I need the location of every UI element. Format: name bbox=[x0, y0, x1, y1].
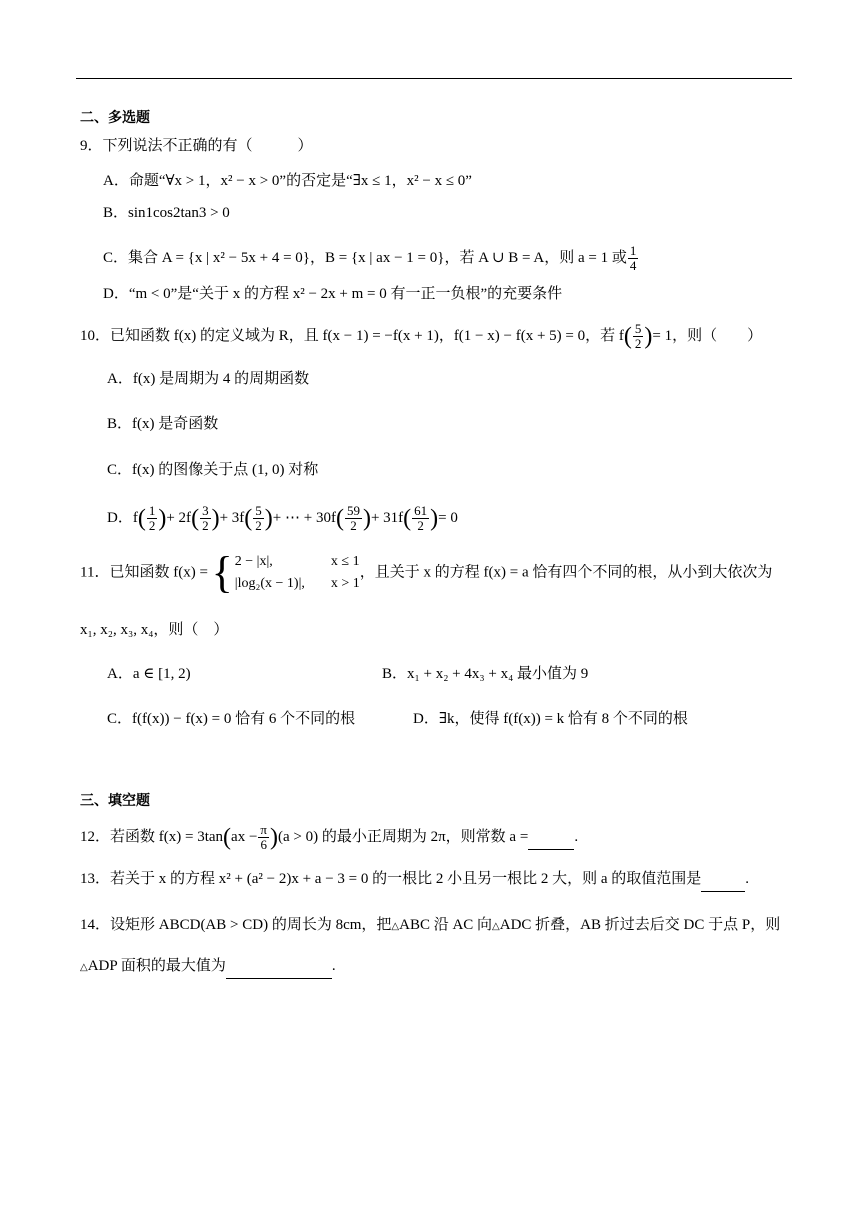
sum-term: + 31f( $\frac{61}{2}$ ) bbox=[370, 503, 439, 533]
fraction: $\frac{5}{2}$ bbox=[255, 503, 262, 533]
answer-blank[interactable] bbox=[701, 871, 745, 892]
case-2-expr: |log₂(x − 1)|, bbox=[234, 576, 305, 591]
q9-stem-text: 下列说法不正确的有（ ） bbox=[102, 138, 313, 154]
q10-option-b[interactable] bbox=[107, 414, 218, 434]
q13: 13．若关于 x 的方程 x² + (a² − 2)x + a − 3 = 0 的一根比 2 小且另一根比 2 大，则 a 的取值范围是 . bbox=[80, 869, 749, 892]
q11-number: 11． bbox=[80, 564, 110, 581]
option-label: A． bbox=[107, 666, 133, 682]
q14-cont: △ADP 面积的最大值为 . bbox=[80, 956, 336, 979]
q11-option-a[interactable] bbox=[107, 664, 191, 684]
fraction: $\frac{61}{2}$ bbox=[414, 503, 428, 533]
option-text: 集合 A = {x | x² − 5x + 4 = 0}，B = {x | ax − 1 = 0}，若 A ∪ B = A，则 a = 1 或 bbox=[128, 249, 627, 266]
term-coefficient: f bbox=[132, 509, 138, 526]
option-label: B． bbox=[107, 416, 133, 432]
option-label: D． bbox=[107, 509, 133, 526]
sum-term: f( $\frac{1}{2}$ ) bbox=[132, 503, 167, 533]
option-text: f(x) 是周期为 4 的周期函数 bbox=[132, 371, 310, 387]
sum-term: + ⋯ + 30f( $\frac{59}{2}$ ) bbox=[272, 503, 371, 533]
option-label: B． bbox=[103, 205, 129, 221]
q11-option-d[interactable] bbox=[413, 709, 688, 729]
q9-stem bbox=[80, 136, 313, 156]
option-text: f(x) 是奇函数 bbox=[132, 416, 219, 432]
piecewise-function bbox=[211, 548, 360, 597]
case-1-condition: x ≤ 1 bbox=[330, 554, 360, 569]
q10-number: 10． bbox=[80, 327, 111, 344]
triangle-symbol: △ bbox=[492, 921, 500, 932]
q10-option-d[interactable]: D．f( $\frac{1}{2}$ )+ 2f( $\frac{3}{2}$ )+ 3f( $\frac{5}{2}$ )+ ⋯ + 30f( $\frac{59}{2}$ )+ 31f( $\frac{61}{2}$ )= 0 bbox=[107, 503, 458, 533]
triangle-symbol: △ bbox=[391, 921, 400, 932]
option-label: C． bbox=[107, 711, 133, 727]
case-1-expr: 2 − |x|, bbox=[234, 554, 273, 569]
left-brace: { bbox=[211, 548, 233, 597]
q12: 12．若函数 f(x) = 3tan(ax − $\frac{\pi}{6}$ )(a > 0) 的最小正周期为 2π，则常数 a = . bbox=[80, 822, 579, 852]
option-label: C． bbox=[103, 249, 129, 266]
sum-term: + 3f( $\frac{5}{2}$ ) bbox=[219, 503, 273, 533]
q9-option-d[interactable] bbox=[103, 284, 562, 304]
option-text: x₁ + x₂ + 4x₃ + x₄ 最小值为 9 bbox=[407, 666, 589, 682]
option-label: C． bbox=[107, 462, 133, 478]
option-label: D． bbox=[103, 286, 129, 302]
option-text: ∃k，使得 f(f(x)) = k 恰有 8 个不同的根 bbox=[438, 711, 688, 727]
q10-option-c[interactable] bbox=[107, 460, 318, 480]
case-2-condition: x > 1 bbox=[330, 576, 360, 591]
option-text: sin1cos2tan3 > 0 bbox=[128, 205, 230, 221]
option-text: f(f(x)) − f(x) = 0 恰有 6 个不同的根 bbox=[132, 711, 356, 727]
term-coefficient: + 3f bbox=[219, 509, 245, 526]
option-label: A． bbox=[103, 173, 129, 189]
answer-blank[interactable] bbox=[528, 829, 574, 850]
triangle-symbol: △ bbox=[80, 962, 88, 973]
q9-option-b[interactable] bbox=[103, 203, 230, 223]
answer-blank[interactable] bbox=[226, 958, 332, 979]
option-label: D． bbox=[413, 711, 439, 727]
q11-option-c[interactable] bbox=[107, 709, 355, 729]
q9-number: 9． bbox=[80, 138, 103, 154]
q10-option-a[interactable] bbox=[107, 369, 309, 389]
fraction: $\frac{1}{2}$ bbox=[148, 503, 156, 533]
q14: 14．设矩形 ABCD(AB > CD) 的周长为 8cm，把△ABC 沿 AC 向△ADC 折叠，AB 折过去后交 DC 于点 P，则 bbox=[80, 917, 781, 933]
option-text: “m < 0”是“关于 x 的方程 x² − 2x + m = 0 有一正一负根”的充要条件 bbox=[128, 286, 563, 302]
fraction: $\frac{59}{2}$ bbox=[346, 503, 360, 533]
option-text: a ∈ [1, 2) bbox=[132, 666, 191, 682]
option-label: A． bbox=[107, 371, 133, 387]
q9-option-c[interactable] bbox=[103, 244, 639, 273]
fraction: $\frac{\pi}{6}$ bbox=[260, 822, 267, 852]
term-coefficient: + 2f bbox=[166, 509, 192, 526]
term-coefficient: + ⋯ + 30f bbox=[272, 509, 336, 526]
q11-stem: 11．已知函数 f(x) = { 2 − |x|, x ≤ 1 |log₂(x − 1)|, x > 1 ，且关于 x 的方程 f(x) = a 恰有四个不同的根，从小到大依次为 bbox=[80, 548, 773, 597]
q13-number: 13． bbox=[80, 871, 111, 887]
q11-option-b[interactable] bbox=[382, 664, 588, 684]
q9-option-a[interactable] bbox=[103, 171, 472, 191]
fraction: $\frac{5}{2}$ bbox=[634, 321, 642, 351]
header-rule bbox=[76, 78, 792, 79]
q11-stem-cont: x₁, x₂, x₃, x₄，则（ ） bbox=[80, 622, 229, 638]
q12-number: 12． bbox=[80, 828, 111, 845]
fraction: $\frac{3}{2}$ bbox=[202, 503, 209, 533]
section-title-fill-in: 三、填空题 bbox=[80, 793, 150, 809]
option-text: 命题“∀x > 1，x² − x > 0”的否定是“∃x ≤ 1，x² − x ≤ 0” bbox=[128, 173, 472, 189]
term-coefficient: + 31f bbox=[370, 509, 404, 526]
option-text: f(x) 的图像关于点 (1, 0) 对称 bbox=[132, 462, 319, 478]
q14-number: 14． bbox=[80, 917, 111, 933]
section-title-multiple-choice: 二、多选题 bbox=[80, 110, 150, 126]
option-label: B． bbox=[382, 666, 408, 682]
sum-term: + 2f( $\frac{3}{2}$ ) bbox=[166, 503, 220, 533]
fraction: $\frac{1}{4}$ bbox=[629, 243, 637, 273]
q10-stem: 10．已知函数 f(x) 的定义域为 R，且 f(x − 1) = −f(x + 1)，f(1 − x) − f(x + 5) = 0，若 f( $\frac{5}{2}$ )= 1，则（ ） bbox=[80, 321, 763, 351]
